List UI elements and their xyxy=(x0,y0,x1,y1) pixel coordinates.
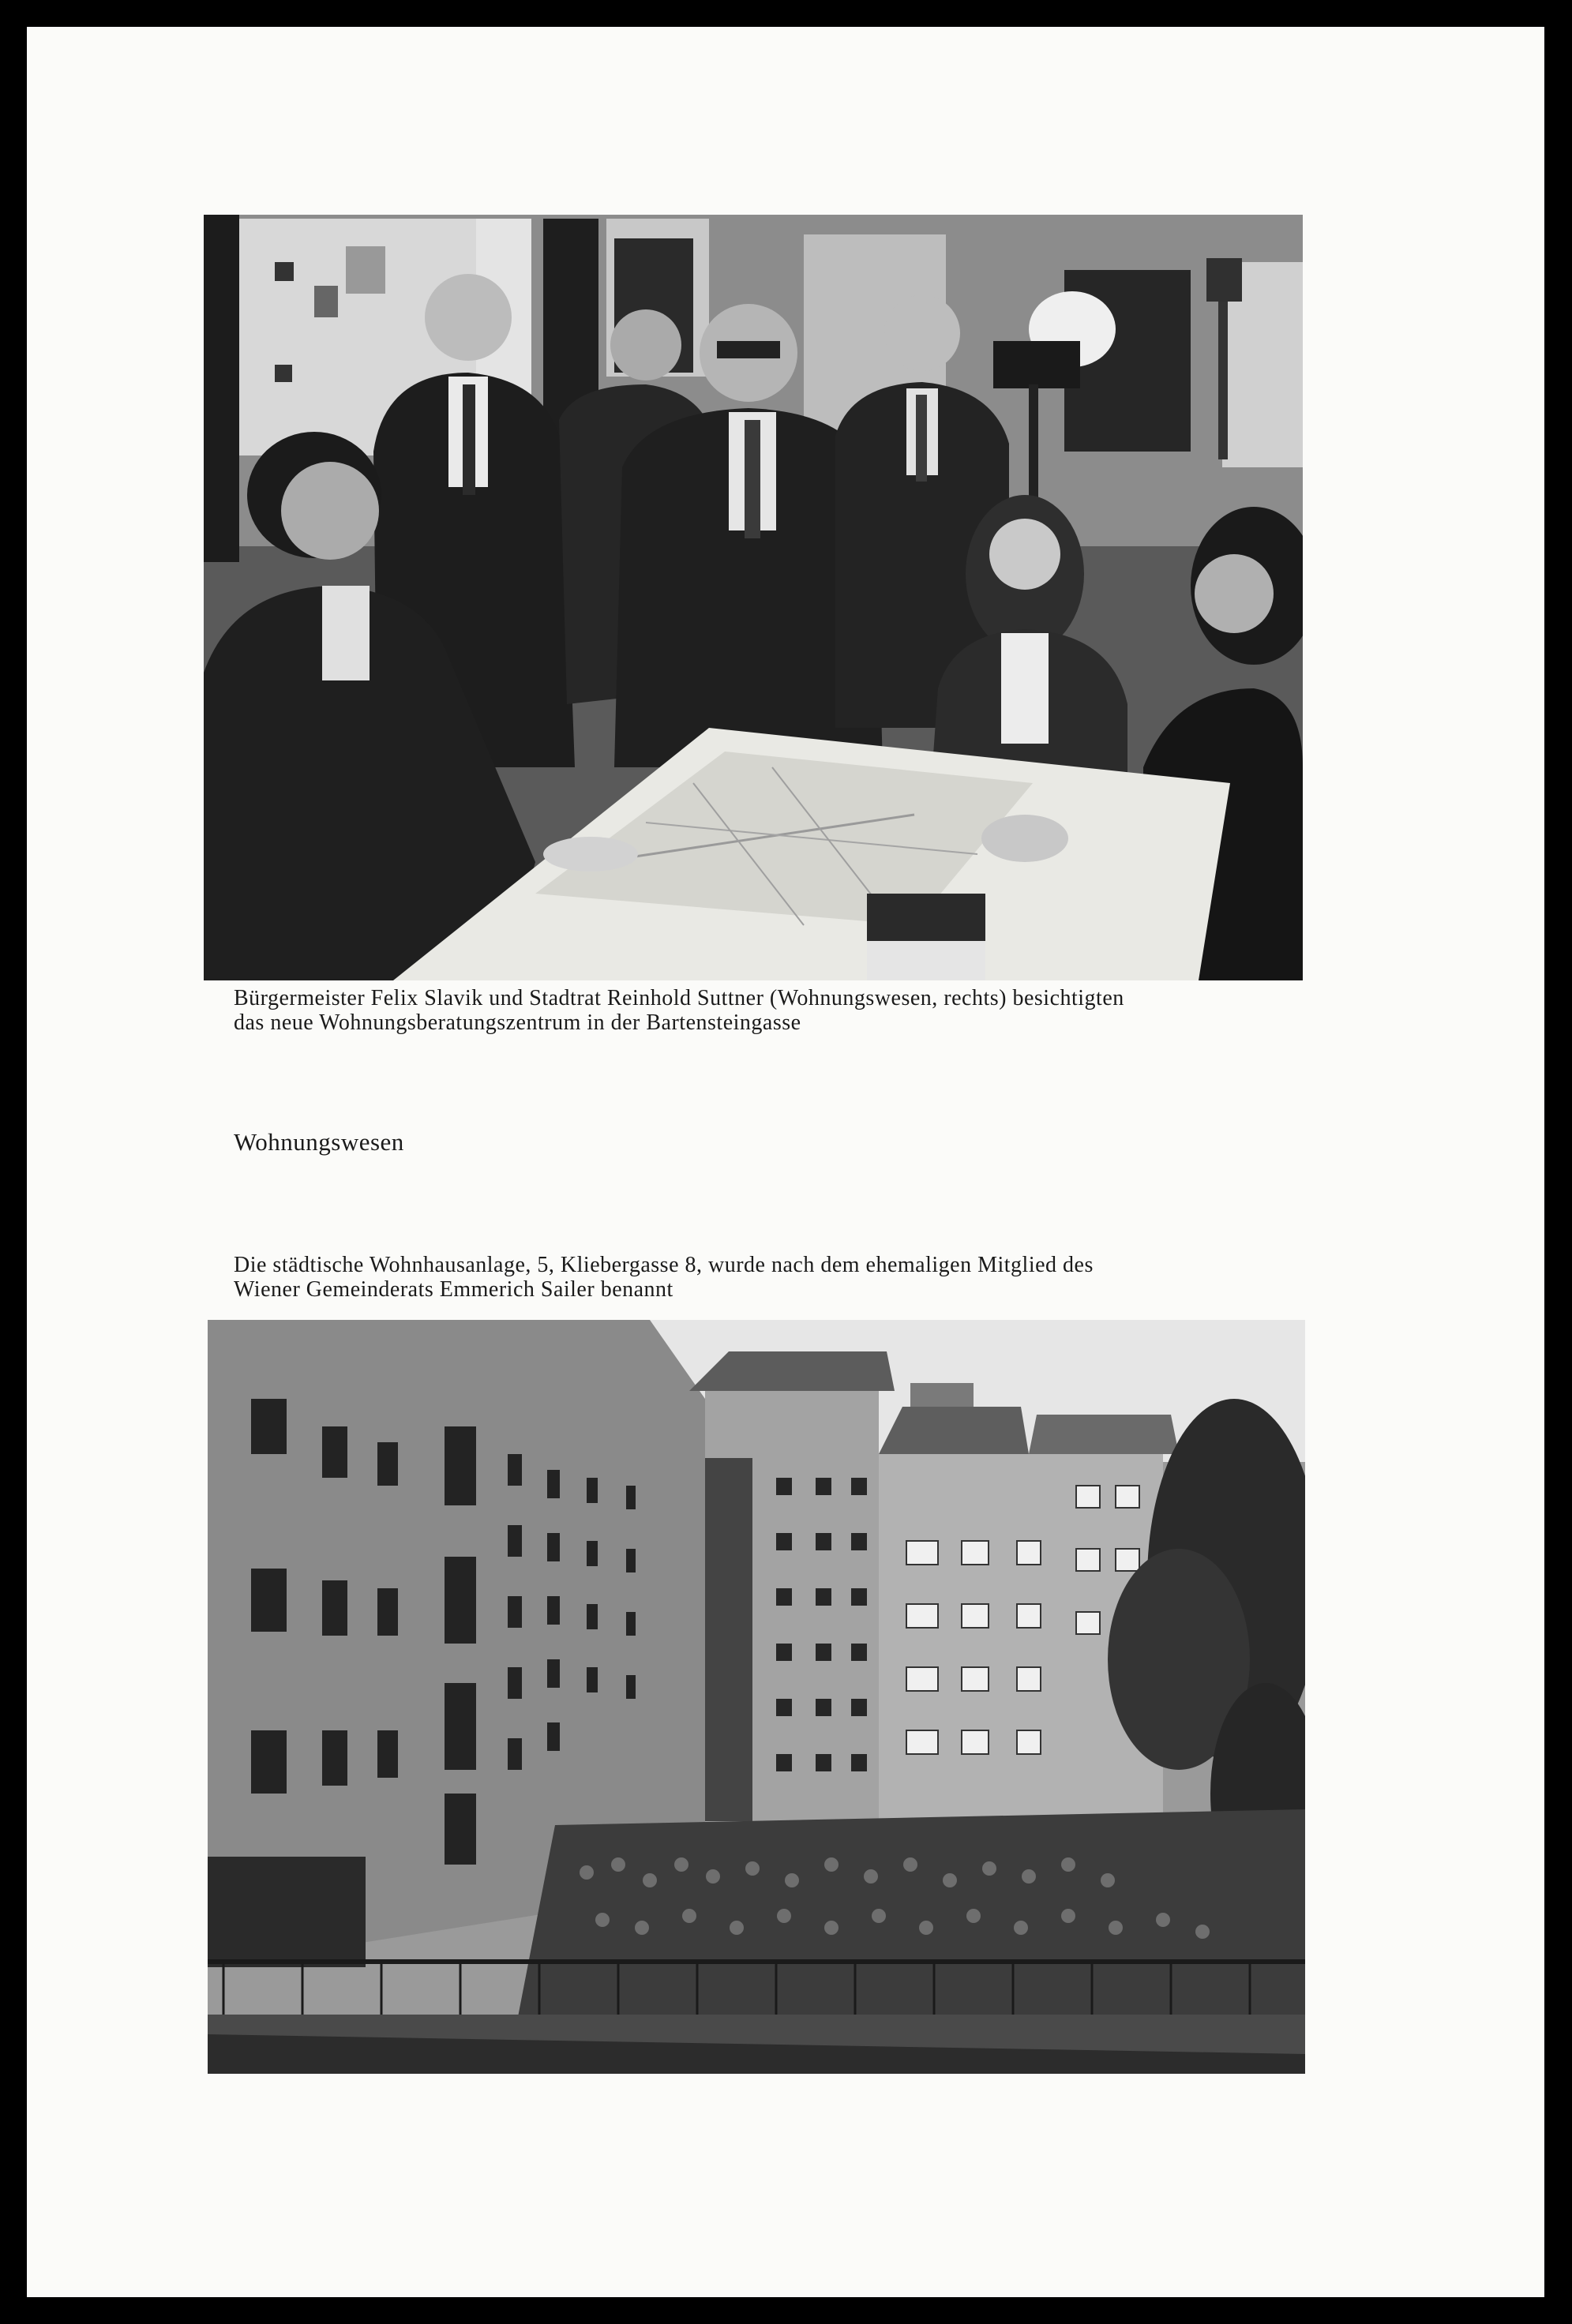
meeting-caption-line-2: das neue Wohnungsberatungszentrum in der Bartensteingasse xyxy=(234,1010,801,1035)
housing-complex-photo xyxy=(208,1320,1305,2074)
housing-photo-caption xyxy=(234,1253,1331,1302)
housing-caption-line-2: Wiener Gemeinderats Emmerich Sailer benannt xyxy=(234,1277,673,1302)
document-page xyxy=(27,27,1544,2297)
section-heading: Wohnungswesen xyxy=(234,1128,404,1156)
meeting-photo xyxy=(204,215,1303,980)
housing-complex-illustration xyxy=(208,1320,1305,2074)
meeting-caption-line-1: Bürgermeister Felix Slavik und Stadtrat Reinhold Suttner (Wohnungswesen, rechts) besichtigten xyxy=(234,986,1124,1010)
housing-caption-line-1: Die städtische Wohnhausanlage, 5, Kliebergasse 8, wurde nach dem ehemaligen Mitglied des xyxy=(234,1253,1094,1277)
meeting-photo-caption xyxy=(234,986,1331,1035)
meeting-photo-illustration xyxy=(204,215,1303,980)
